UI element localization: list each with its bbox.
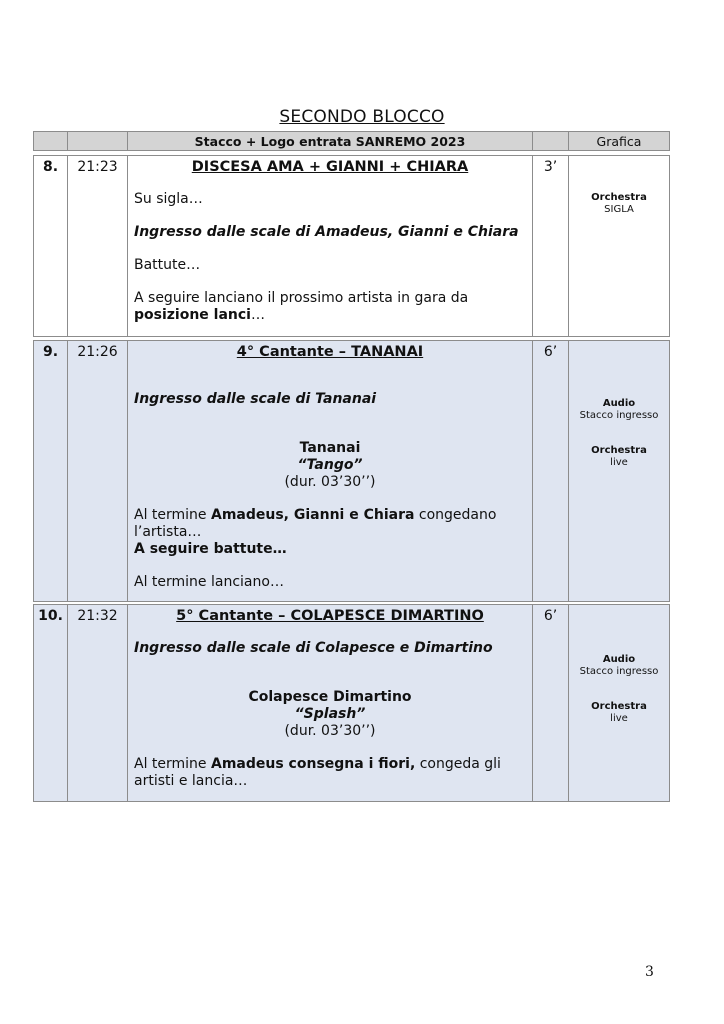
row-title: 4° Cantante – TANANAI: [236, 344, 424, 360]
song-duration: (dur. 03’30’’): [284, 723, 376, 739]
grafica-sub: Stacco ingresso: [579, 666, 659, 677]
row-line-bold: Amadeus, Gianni e Chiara: [211, 507, 415, 523]
artist-name: Tananai: [299, 440, 361, 456]
row-grafica: [569, 605, 670, 802]
row-content: [128, 341, 533, 602]
row-line-text: congedano: [414, 507, 497, 523]
row-line: A seguire battute…: [134, 541, 287, 557]
header-cell-num: [34, 132, 68, 151]
header-cell-duration: [533, 132, 569, 151]
row-line-bold: Amadeus consegna i fiori,: [211, 756, 416, 772]
song-duration: (dur. 03’30’’): [284, 474, 376, 490]
row-line-text: congeda gli: [415, 756, 501, 772]
row-line: Ingresso dalle scale di Amadeus, Gianni e Chiara: [134, 224, 519, 240]
grafica-label: Orchestra: [591, 445, 647, 456]
row-number: 9.: [34, 341, 68, 602]
grafica-sub: live: [610, 457, 628, 468]
artist-name: Colapesce Dimartino: [248, 689, 412, 705]
row-line: Su sigla…: [134, 191, 203, 207]
row-content: [128, 156, 533, 337]
header-title: Stacco + Logo entrata SANREMO 2023: [128, 132, 533, 151]
grafica-label: Audio: [602, 654, 636, 665]
row-content: [128, 605, 533, 802]
row-line: Ingresso dalle scale di Tananai: [134, 391, 377, 407]
rundown-row-9: [33, 340, 670, 602]
row-line-text: Al termine: [134, 756, 211, 772]
page-number: 3: [645, 964, 654, 980]
row-duration: 6’: [533, 341, 569, 602]
row-line: A seguire lanciano il prossimo artista in gara da: [134, 290, 469, 306]
row-line: [134, 507, 526, 524]
header-bar: [33, 131, 670, 151]
rundown-row-8: [33, 155, 670, 337]
row-time: 21:23: [68, 156, 128, 337]
row-line: Ingresso dalle scale di Colapesce e Dimartino: [134, 640, 493, 656]
song-title: “Splash”: [294, 706, 366, 722]
row-line: Al termine lanciano…: [134, 574, 284, 590]
row-duration: 3’: [533, 156, 569, 337]
row-title: DISCESA AMA + GIANNI + CHIARA: [191, 159, 469, 175]
row-time: 21:32: [68, 605, 128, 802]
row-line-text: Al termine: [134, 507, 211, 523]
row-line: [134, 307, 526, 324]
grafica-sub: live: [610, 713, 628, 724]
row-line: Battute…: [134, 257, 201, 273]
rundown-row-10: [33, 604, 670, 802]
header-grafica: Grafica: [569, 132, 670, 151]
row-line-rest: …: [250, 307, 265, 323]
row-number: 8.: [34, 156, 68, 337]
row-number: 10.: [34, 605, 68, 802]
row-grafica: [569, 156, 670, 337]
header-cell-time: [68, 132, 128, 151]
grafica-label: Orchestra: [591, 192, 647, 203]
grafica-sub: SIGLA: [604, 204, 634, 215]
row-line: artisti e lancia…: [134, 773, 248, 789]
grafica-label: Orchestra: [591, 701, 647, 712]
row-title: 5° Cantante – COLAPESCE DIMARTINO: [176, 608, 484, 624]
grafica-label: Audio: [602, 398, 636, 409]
row-line-bold: posizione lanci: [134, 307, 251, 323]
row-grafica: [569, 341, 670, 602]
song-title: “Tango”: [297, 457, 363, 473]
row-line: l’artista…: [134, 524, 202, 540]
row-time: 21:26: [68, 341, 128, 602]
grafica-sub: Stacco ingresso: [579, 410, 659, 421]
row-duration: 6’: [533, 605, 569, 802]
row-line: [134, 756, 526, 773]
section-heading: SECONDO BLOCCO: [279, 107, 445, 127]
